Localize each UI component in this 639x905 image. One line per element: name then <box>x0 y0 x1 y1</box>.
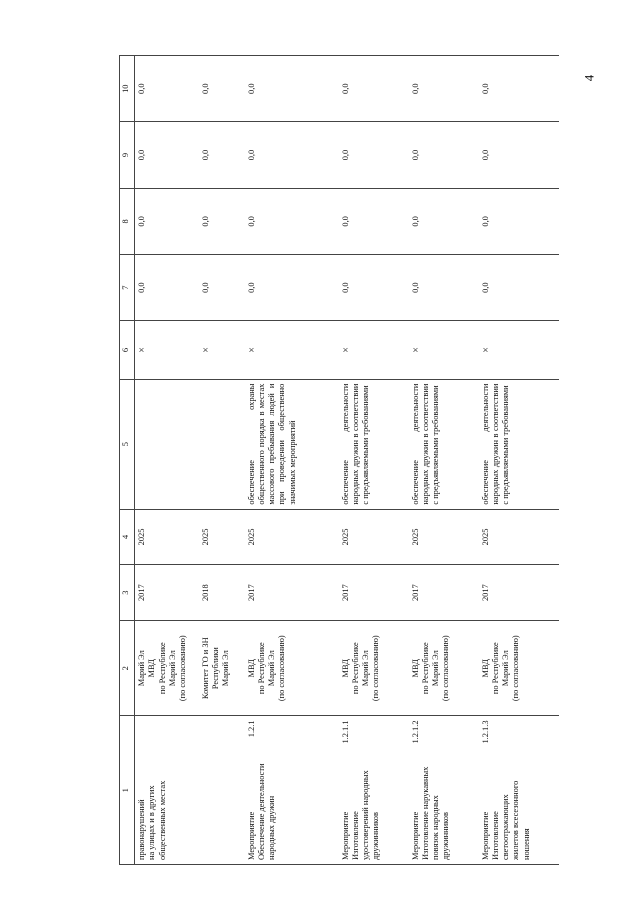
value-col8: 0,0 <box>479 188 559 254</box>
expected-result: обеспечение деятельности народных дружин в соответствии с предъявляемыми требованиями <box>409 379 479 509</box>
value-col10: 0,0 <box>339 56 409 122</box>
activity-type: Мероприятие <box>340 811 350 860</box>
start-year: 2017 <box>339 565 409 621</box>
end-year: 2025 <box>199 509 245 565</box>
responsible-executor: МВД по Республике Марий Эл (по согласованию) <box>245 620 339 715</box>
value-col10: 0,0 <box>409 56 479 122</box>
indicator-link: × <box>409 321 479 379</box>
column-header: 8 <box>120 188 135 254</box>
start-year: 2017 <box>135 565 199 621</box>
column-header: 5 <box>120 379 135 509</box>
table-row <box>135 56 199 865</box>
column-header: 4 <box>120 509 135 565</box>
value-col10: 0,0 <box>479 56 559 122</box>
column-header: 10 <box>120 56 135 122</box>
value-col7: 0,0 <box>199 255 245 321</box>
value-col7: 0,0 <box>135 255 199 321</box>
indicator-link: × <box>479 321 559 379</box>
start-year: 2017 <box>245 565 339 621</box>
value-col8: 0,0 <box>135 188 199 254</box>
value-col8: 0,0 <box>339 188 409 254</box>
activity-cell <box>245 716 339 865</box>
indicator-link: × <box>339 321 409 379</box>
activity-code: 1.2.1.3 <box>480 720 490 744</box>
activity-cell <box>339 716 409 865</box>
activity-code: 1.2.1.1 <box>340 720 350 744</box>
expected-result: обеспечение деятельности народных дружин в соответствии с предъявляемыми требованиями <box>479 379 559 509</box>
value-col7: 0,0 <box>479 255 559 321</box>
value-col7: 0,0 <box>245 255 339 321</box>
activity-type: Мероприятие <box>410 811 420 860</box>
indicator-link: × <box>245 321 339 379</box>
value-col10: 0,0 <box>199 56 245 122</box>
indicator-link: × <box>135 321 199 379</box>
program-table <box>119 55 559 865</box>
activity-name: Обеспечение деятельности народных дружин <box>256 763 276 860</box>
expected-result <box>135 379 199 509</box>
start-year: 2017 <box>479 565 559 621</box>
activity-name: правонарушений на улицах и в других общественных местах <box>137 780 167 860</box>
expected-result: обеспечение охраны общественного порядка в местах массового пребывания людей и при проведении общественно значимых мероприятий <box>245 379 339 509</box>
table-row <box>245 56 339 865</box>
value-col9: 0,0 <box>339 122 409 188</box>
value-col10: 0,0 <box>135 56 199 122</box>
activity-name: Изготовление удостоверений народных дружинников <box>350 770 381 860</box>
header-row <box>120 56 135 865</box>
activity-code: 1.2.1.2 <box>410 720 420 744</box>
end-year: 2025 <box>135 509 199 565</box>
table-row <box>409 56 479 865</box>
expected-result: обеспечение деятельности народных дружин в соответствии с предъявляемыми требованиями <box>339 379 409 509</box>
value-col9: 0,0 <box>409 122 479 188</box>
activity-name: Изготовление нарукавных повязок народных дружинников <box>420 766 451 860</box>
activity-name: Изготовление светоотражающих жилетов всесезонного ношения <box>490 780 531 860</box>
end-year: 2025 <box>339 509 409 565</box>
table-body <box>135 56 559 865</box>
end-year: 2025 <box>409 509 479 565</box>
table-row <box>479 56 559 865</box>
end-year: 2025 <box>245 509 339 565</box>
column-header: 9 <box>120 122 135 188</box>
table-row <box>339 56 409 865</box>
activity-cell <box>409 716 479 865</box>
column-header: 2 <box>120 620 135 715</box>
activity-heading <box>247 720 257 860</box>
responsible-executor: МВД по Республике Марий Эл (по согласованию) <box>479 620 559 715</box>
value-col9: 0,0 <box>479 122 559 188</box>
start-year: 2018 <box>199 565 245 621</box>
value-col7: 0,0 <box>409 255 479 321</box>
end-year: 2025 <box>479 509 559 565</box>
value-col10: 0,0 <box>245 56 339 122</box>
activity-cell <box>479 716 559 865</box>
responsible-executor: МВД по Республике Марий Эл (по согласованию) <box>339 620 409 715</box>
start-year: 2017 <box>409 565 479 621</box>
value-col9: 0,0 <box>199 122 245 188</box>
activity-cell <box>135 716 199 865</box>
activity-heading <box>341 720 351 860</box>
value-col7: 0,0 <box>339 255 409 321</box>
activity-type: Мероприятие <box>246 811 256 860</box>
table-row <box>199 56 245 865</box>
column-header: 3 <box>120 565 135 621</box>
activity-code: 1.2.1 <box>246 720 256 738</box>
page-number: 4 <box>581 74 597 82</box>
value-col9: 0,0 <box>245 122 339 188</box>
value-col9: 0,0 <box>135 122 199 188</box>
expected-result <box>199 379 245 509</box>
activity-heading <box>481 720 491 860</box>
column-header: 6 <box>120 321 135 379</box>
column-header: 7 <box>120 255 135 321</box>
responsible-executor: Комитет ГО и ЗН Республики Марий Эл <box>199 620 245 715</box>
value-col8: 0,0 <box>199 188 245 254</box>
indicator-link: × <box>199 321 245 379</box>
activity-cell <box>199 716 245 865</box>
responsible-executor: МВД по Республике Марий Эл (по согласованию) <box>409 620 479 715</box>
activity-heading <box>411 720 421 860</box>
value-col8: 0,0 <box>245 188 339 254</box>
value-col8: 0,0 <box>409 188 479 254</box>
activity-type: Мероприятие <box>480 811 490 860</box>
column-header: 1 <box>120 716 135 865</box>
responsible-executor: Марий Эл МВД по Республике Марий Эл (по согласованию) <box>135 620 199 715</box>
